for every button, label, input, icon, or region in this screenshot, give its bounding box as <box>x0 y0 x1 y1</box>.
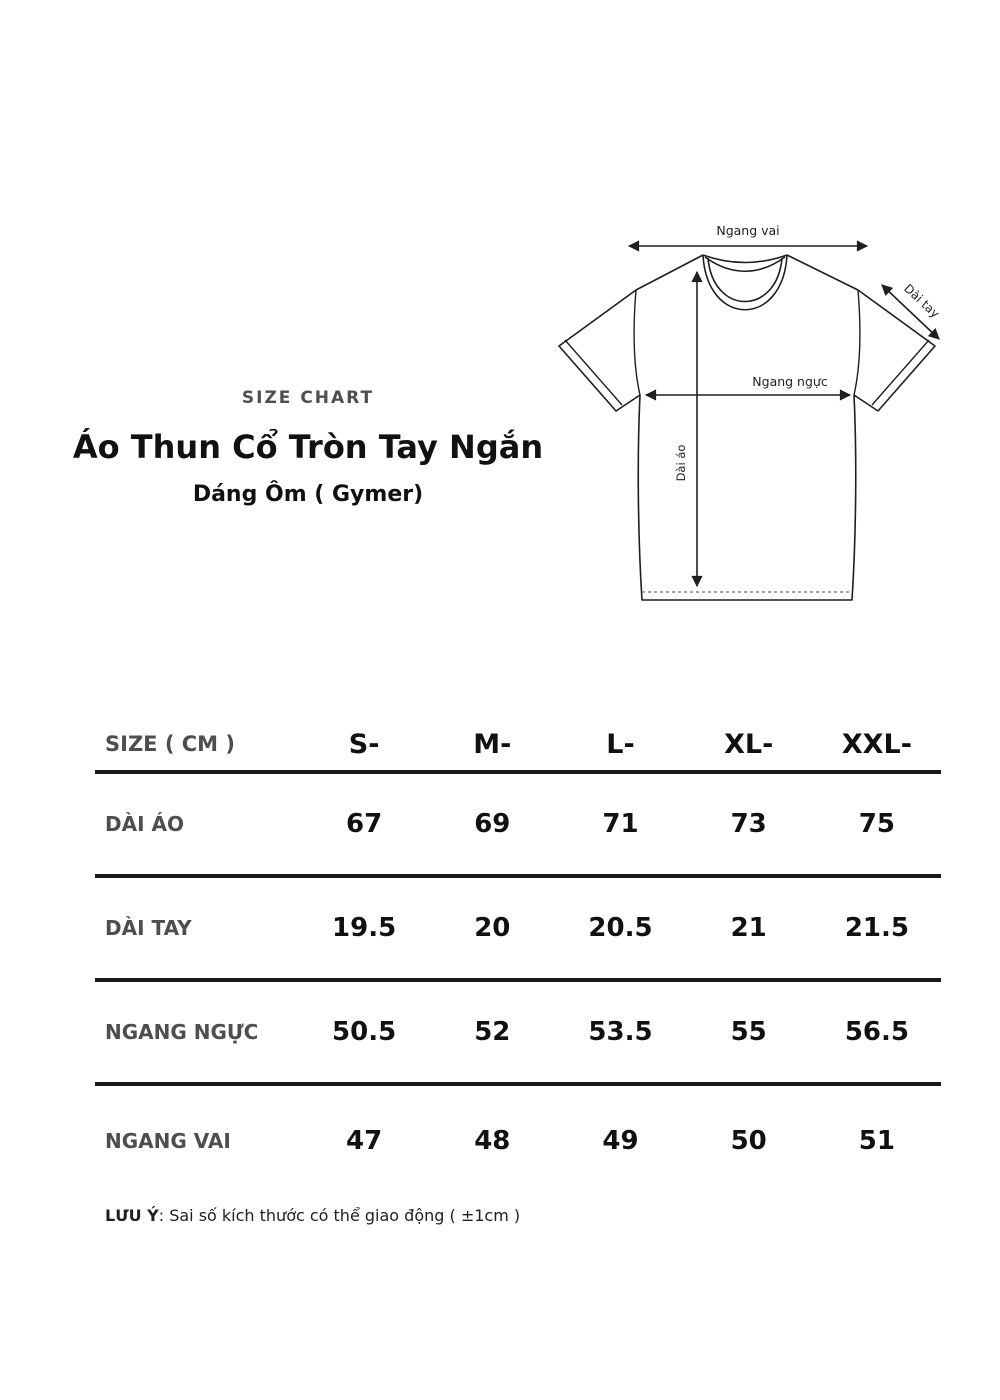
note-body: : Sai số kích thước có thể giao động ( ±1cm ) <box>158 1206 521 1225</box>
size-value-cell: 19.5 <box>332 913 397 943</box>
size-value-cell: 51 <box>858 1126 895 1156</box>
size-value-cell: 75 <box>858 809 895 839</box>
row-label: NGANG VAI <box>105 1129 231 1153</box>
product-title: Áo Thun Cổ Tròn Tay Ngắn <box>72 428 544 466</box>
table-row-dai-tay <box>95 878 941 982</box>
size-value-cell: 53.5 <box>588 1017 653 1047</box>
size-value-cell: 67 <box>346 809 383 839</box>
chest-width-label: Ngang ngực <box>752 374 828 389</box>
fit-subtitle: Dáng Ôm ( Gymer) <box>192 482 424 507</box>
size-value-cell: 50 <box>730 1126 767 1156</box>
tshirt-measurement-diagram <box>545 208 965 628</box>
note-prefix: LƯU Ý <box>105 1206 159 1225</box>
size-value-cell: 73 <box>730 809 767 839</box>
sleeve-length-label: Dài tay <box>901 281 943 321</box>
unit-header-cell: SIZE ( CM ) <box>105 732 235 756</box>
table-row-dai-ao <box>95 774 941 878</box>
size-column-header-m: M- <box>473 728 512 760</box>
size-value-cell: 52 <box>474 1017 511 1047</box>
title-block <box>48 388 568 507</box>
size-value-cell: 50.5 <box>332 1017 397 1047</box>
size-value-cell: 21 <box>730 913 767 943</box>
size-value-cell: 71 <box>602 809 639 839</box>
size-value-cell: 21.5 <box>844 913 909 943</box>
size-value-cell: 48 <box>474 1126 511 1156</box>
tshirt-outline <box>559 255 935 600</box>
size-table-header-row <box>95 718 941 774</box>
size-value-cell: 47 <box>346 1126 383 1156</box>
table-row-ngang-vai <box>95 1086 941 1196</box>
row-label: DÀI ÁO <box>105 812 184 836</box>
row-label: NGANG NGỰC <box>105 1020 259 1044</box>
measurement-arrows <box>629 246 939 586</box>
row-label: DÀI TAY <box>105 916 192 940</box>
size-value-cell: 49 <box>602 1126 639 1156</box>
table-row-ngang-nguc <box>95 982 941 1086</box>
size-column-header-xxl: XXL- <box>841 728 912 760</box>
eyebrow-size-chart: SIZE CHART <box>241 388 375 408</box>
body-length-label: Dài áo <box>674 444 688 482</box>
size-value-cell: 20.5 <box>588 913 653 943</box>
size-value-cell: 20 <box>474 913 511 943</box>
size-value-cell: 69 <box>474 809 511 839</box>
size-value-cell: 56.5 <box>844 1017 909 1047</box>
size-table <box>95 718 941 1196</box>
size-column-header-xl: XL- <box>724 728 774 760</box>
tolerance-note <box>105 1206 520 1225</box>
size-value-cell: 55 <box>730 1017 767 1047</box>
size-column-header-s: S- <box>348 728 380 760</box>
shoulder-width-label: Ngang vai <box>716 223 780 238</box>
size-column-header-l: L- <box>606 728 635 760</box>
tshirt-diagram-svg <box>545 208 965 628</box>
